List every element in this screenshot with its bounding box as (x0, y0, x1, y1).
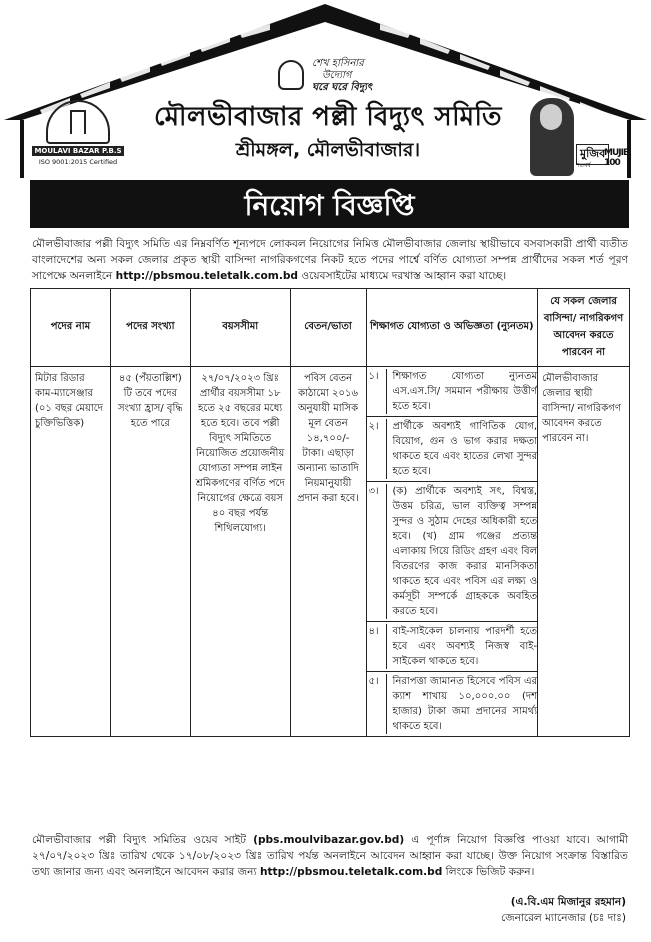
table-header-row (31, 289, 630, 367)
portrait-image (530, 98, 574, 176)
cell-qualifications (366, 367, 538, 737)
col-header-excluded: যে সকল জেলার বাসিন্দা/ নাগরিকগণ আবেদন করতে পারবেন না (538, 289, 630, 367)
slogan-line-2: উদ্যোগ (322, 70, 352, 81)
mujib-100: MUJIB 100 (604, 148, 629, 168)
qualification-number: ৫। (367, 674, 387, 734)
col-header-salary: বেতন/ভাতা (290, 289, 366, 367)
notice-title: নিয়োগ বিজ্ঞপ্তি (244, 189, 415, 222)
logo-caption: MOULAVI BAZAR P.B.S (32, 146, 124, 156)
table-row (31, 367, 630, 737)
org-title: মৌলভীবাজার পল্লী বিদ্যুৎ সমিতি (154, 102, 502, 132)
qualification-text: শিক্ষাগত যোগ্যতা ন্যুনতম এস.এস.সি/ সমমান পরীক্ষায় উত্তীর্ণ হতে হবে। (392, 371, 538, 412)
qualification-number: ২। (367, 419, 387, 479)
job-table (30, 288, 630, 737)
slogan-line-3: ঘরে ঘরে বিদ্যুৎ (312, 82, 373, 93)
qualification-text: (ক) প্রার্থীকে অবশ্যই সৎ, বিশ্বস্ত, উত্তম চরিত্র, ভাল ব্যক্তিত্ব সম্পন্ন সুন্দর ও সুঠাম দেহের অধিকারী হতে হবে। (খ) গ্রাম গঞ্জের প্রত্যন্ত এলাকায় গিয়ে রিডিং গ্রহণ এবং বিল বিতরণের কাজ করার মানসিকতা থাকতে হবে এবং পবিস এর লক্ষ্য ও কর্মসূচী সম্পর্কে গ্রাহককে অবহিত করতে হবে। (392, 486, 538, 617)
qualification-item (367, 417, 538, 482)
signatory-name: (এ.বি.এম মিজানুর রহমান) (510, 896, 626, 908)
footer-text-3: লিংকে ভিজিট করুন। (442, 866, 535, 878)
qualification-item (367, 622, 538, 672)
footer-text-2: এ পূর্ণাঙ্গ নিয়োগ বিজ্ঞপ্তি পাওয়া যাবে। আগামী ২৭/০৭/২০২৩ খ্রিঃ তারিখ থেকে ১৭/০৮/২০২৩ খ্রিঃ তারিখ পর্যন্ত অনলাইনে আবেদন আহ্বান করা যাচ্ছে। উক্ত নিয়োগ সংক্রান্ত বিস্তারিত তথ্য জানার জন্য এবং অনলাইনে আবেদন করার জন্য (32, 834, 628, 878)
qualification-number: ৪। (367, 624, 387, 669)
cell-age: ২৭/০৭/২০২৩ খ্রিঃ প্রার্থীর বয়সসীমা ১৮ হতে ২৫ বছরের মধ্যে হতে হবে। তবে পল্লী বিদ্যুৎ সমিতিতে নিয়োজিত প্রয়োজনীয় যোগ্যতা সম্পন্ন লাইন শ্রমিকগণের বর্ণিত পদে নিয়োগের ক্ষেত্রে বয়স ৪০ বছর পর্যন্ত শিথিলযোগ্য। (190, 367, 290, 737)
qualification-item (367, 367, 538, 417)
col-header-age: বয়সসীমা (190, 289, 290, 367)
col-header-qualification: শিক্ষাগত যোগ্যতা ও অভিজ্ঞতা (ন্যুনতম) (366, 289, 538, 367)
footer-website[interactable]: (pbs.moulvibazar.gov.bd) (253, 834, 405, 846)
footer-url[interactable]: http://pbsmou.teletalk.com.bd (259, 866, 443, 878)
intro-url[interactable]: http://pbsmou.teletalk.com.bd (115, 270, 299, 282)
pbs-logo (32, 100, 124, 170)
mujib-logo (528, 98, 628, 178)
intro-text-end: ওয়েবসাইটের মাধ্যমে দরখাস্ত আহ্বান করা যাচ্ছে। (298, 270, 507, 282)
footer-text-1: মৌলভীবাজার পল্লী বিদ্যুৎ সমিতির ওয়েব সাইট (32, 834, 254, 846)
cell-excluded: মৌলভীবাজার জেলার স্থায়ী বাসিন্দা/ নাগরিকগণ আবেদন করতে পারবেন না। (538, 367, 630, 737)
qualification-text: বাই-সাইকেল চালনায় পারদর্শী হতে হবে এবং অবশ্যই নিজস্ব বাই-সাইকেল থাকতে হবে। (392, 626, 538, 667)
qualification-text: প্রার্থীকে অবশ্যই গাণিতিক যোগ, বিয়োগ, গুন ও ভাগ করার দক্ষতা থাকতে হবে এবং হাতের লেখা সুন্দর হতে হবে। (392, 421, 538, 477)
qualification-number: ১। (367, 369, 387, 414)
col-header-count: পদের সংখ্যা (110, 289, 190, 367)
intro-paragraph (32, 236, 628, 284)
cell-salary: পবিস বেতন কাঠামো ২০১৬ অনুযায়ী মাসিক মূল বেতন ১৪,৭০০/- টাকা। এছাড়া অন্যান্য ভাতাদি নিয়মানুযায়ী প্রদান করা হবে। (290, 367, 366, 737)
header (28, 56, 628, 178)
qualification-item (367, 482, 538, 622)
org-location: শ্রীমঙ্গল, মৌলভীবাজার। (235, 139, 421, 161)
slogan (278, 56, 428, 96)
iso-certification: ISO 9001:2015 Certified (38, 158, 118, 166)
mujib-label: মুজিব (576, 144, 609, 165)
cell-post: মিটার রিডার কাম-ম্যাসেঞ্জার (০১ বছর মেয়াদে চুক্তিভিত্তিক) (31, 367, 111, 737)
intro-text: মৌলভীবাজার পল্লী বিদ্যুৎ সমিতি এর নিম্নবর্ণিত শূন্যপদে লোকবল নিয়োগের নিমিত্ত মৌলভীবাজার জেলায় স্থায়ীভাবে বসবাসকারী প্রার্থী ব্যতীত বাংলাদেশের অন্য সকল জেলার প্রকৃত স্থায়ী বাসিন্দা নাগরিকগণের নিকট হতে পদের পার্শ্বে বর্ণিত যোগ্যতা সম্পন্ন প্রার্থীদের সকল শর্ত পূরণ সাপেক্ষে অনলাইনে (32, 238, 628, 282)
mujib-sub: শতবর্ষ (576, 162, 591, 169)
qualification-item (367, 672, 538, 736)
slogan-line-1: শেখ হাসিনার (312, 58, 364, 69)
signatory-title: জেনারেল ম্যানেজার (চঃ দাঃ) (500, 912, 626, 924)
footer-paragraph (32, 832, 628, 880)
bulb-icon (278, 60, 304, 90)
emblem-icon (46, 100, 110, 144)
cell-count: ৪৫ (পঁয়তাল্লিশ) টি তবে পদের সংখ্যা হ্রাস/ বৃদ্ধি হতে পারে (110, 367, 190, 737)
col-header-post: পদের নাম (31, 289, 111, 367)
qualification-number: ৩। (367, 484, 387, 619)
qualification-text: নিরাপত্তা জামানত হিসেবে পবিস এর ক্যাশ শাখায় ১০,০০০.০০ (দশ হাজার) টাকা জমা প্রদানের সামর্থ্য থাকতে হবে। (392, 676, 538, 732)
